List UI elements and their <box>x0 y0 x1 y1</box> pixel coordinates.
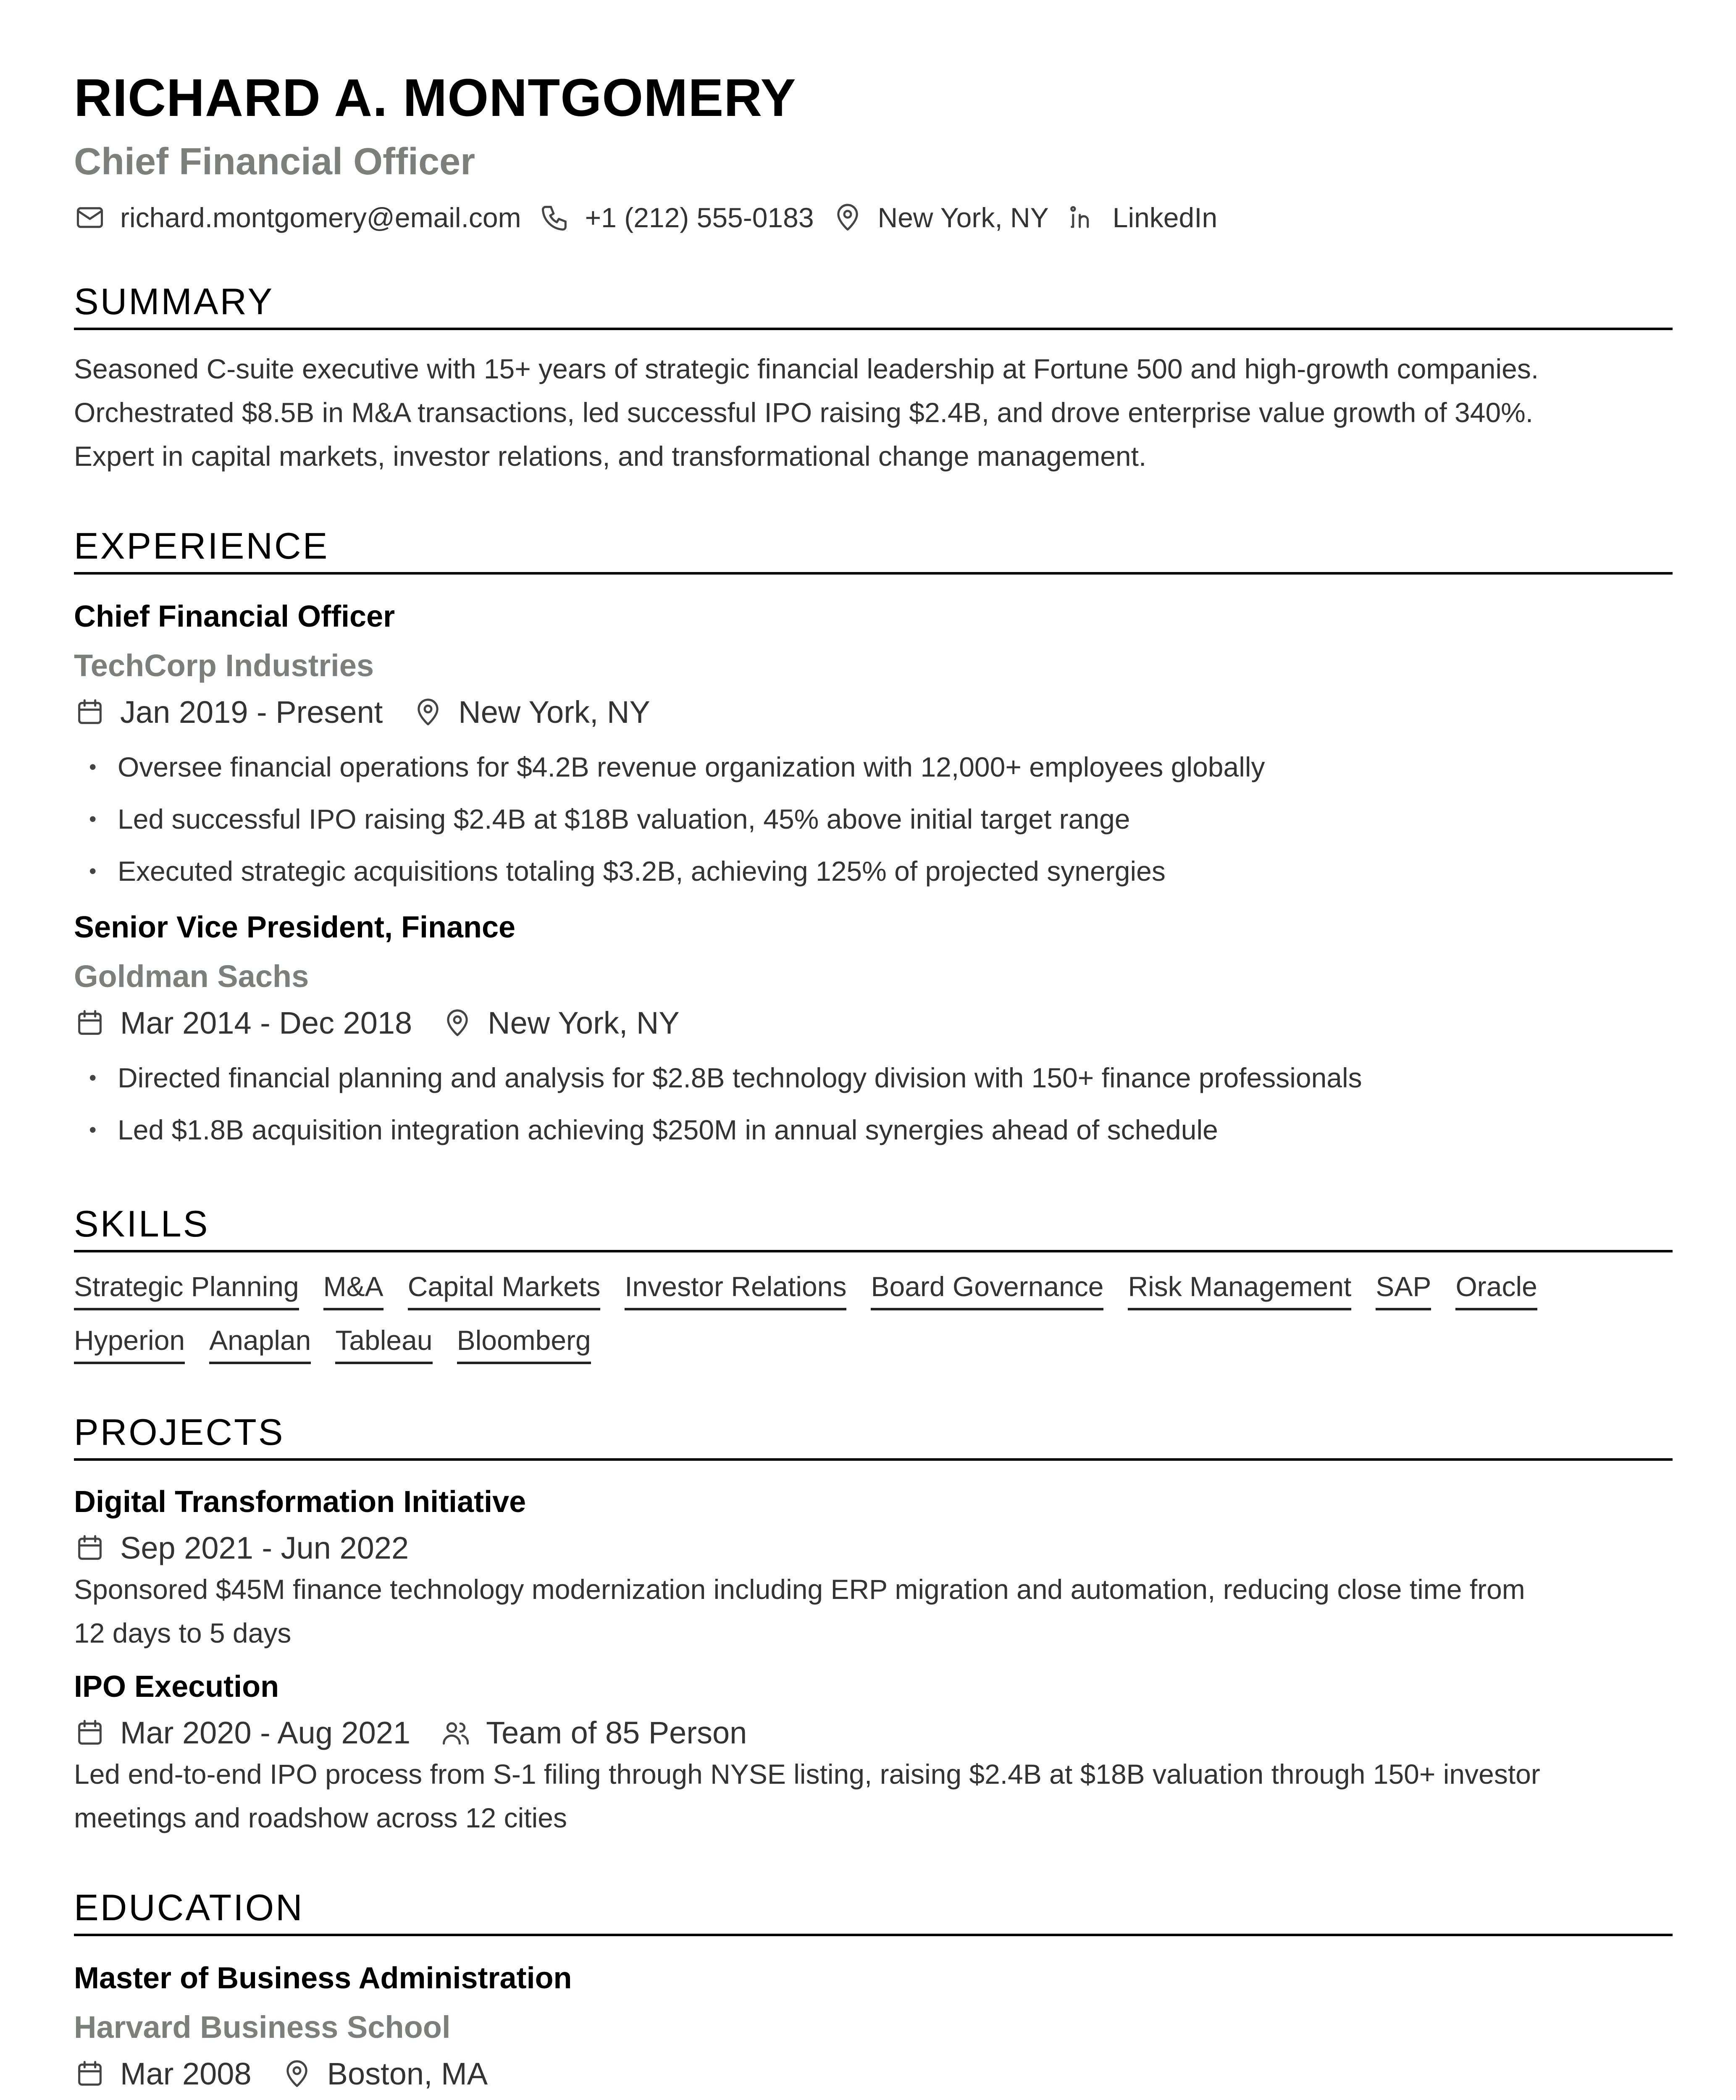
skill-tag: Anaplan <box>209 1326 311 1364</box>
section-title-projects: PROJECTS <box>74 1414 1673 1461</box>
contact-email[interactable] <box>74 202 521 234</box>
skills-section <box>74 1205 1673 1380</box>
bullet-item: • Led $1.8B acquisition integration achieving $250M in annual synergies ahead of schedule <box>74 1104 1673 1156</box>
phone-icon <box>539 202 571 234</box>
skill-tag: Hyperion <box>74 1326 185 1364</box>
contact-phone[interactable] <box>539 202 814 234</box>
project-entry <box>74 1487 1673 1655</box>
project-description <box>74 1567 1673 1655</box>
location-text: New York, NY <box>877 202 1049 233</box>
skill-tag: Bloomberg <box>457 1326 591 1364</box>
team-icon <box>440 1717 472 1749</box>
education-date <box>74 2058 252 2090</box>
bullet-item: • Oversee financial operations for $4.2B revenue organization with 12,000+ employees globally <box>74 741 1673 793</box>
company-name: TechCorp Industries <box>74 648 374 683</box>
school-name: Harvard Business School <box>74 2010 451 2045</box>
company-name: Goldman Sachs <box>74 959 309 994</box>
description-line: Sponsored $45M finance technology modernization including ERP migration and automation, reducing close time from <box>74 1574 1525 1605</box>
dates-text: Sep 2021 - Jun 2022 <box>120 1530 409 1565</box>
description-line: meetings and roadshow across 12 cities <box>74 1802 567 1833</box>
calendar-icon <box>74 1532 106 1564</box>
calendar-icon <box>74 1717 106 1749</box>
location-text: New York, NY <box>488 1005 680 1040</box>
team-text: Team of 85 Person <box>486 1715 747 1750</box>
skill-tag: Strategic Planning <box>74 1273 299 1310</box>
location-pin-icon <box>832 202 864 234</box>
phone-text: +1 (212) 555-0183 <box>585 202 814 233</box>
skill-tag: Oracle <box>1455 1273 1537 1310</box>
section-title-summary: SUMMARY <box>74 283 1673 330</box>
job-meta <box>74 696 1673 728</box>
dates-text: Mar 2020 - Aug 2021 <box>120 1715 411 1750</box>
project-entry <box>74 1672 1673 1840</box>
education-meta <box>74 2058 1673 2090</box>
job-dates <box>74 696 383 728</box>
skill-tag: SAP <box>1376 1273 1431 1310</box>
project-name: IPO Execution <box>74 1670 279 1704</box>
experience-entry <box>74 601 1673 897</box>
contact-linkedin[interactable] <box>1066 202 1218 234</box>
mail-icon <box>74 202 106 234</box>
bullet-item: • Directed financial planning and analysis for $2.8B technology division with 150+ finance professionals <box>74 1052 1673 1104</box>
location-pin-icon <box>441 1007 473 1039</box>
skill-tag: Capital Markets <box>408 1273 601 1310</box>
section-title-skills: SKILLS <box>74 1205 1673 1252</box>
calendar-icon <box>74 696 106 728</box>
location-pin-icon <box>281 2058 313 2090</box>
skill-tag: Investor Relations <box>625 1273 846 1310</box>
dates-text: Mar 2014 - Dec 2018 <box>120 1005 412 1040</box>
linkedin-link[interactable]: LinkedIn <box>1112 202 1218 233</box>
description-line: Led end-to-end IPO process from S-1 filing through NYSE listing, raising $2.4B at $18B valuation through 150+ investor <box>74 1759 1540 1790</box>
project-meta <box>74 1717 1673 1749</box>
job-dates <box>74 1007 412 1039</box>
calendar-icon <box>74 1007 106 1039</box>
skill-tag: Board Governance <box>871 1273 1103 1310</box>
education-entry <box>74 1963 1673 2090</box>
project-team <box>440 1717 747 1749</box>
project-dates <box>74 1717 410 1749</box>
education-section <box>74 1889 1673 2100</box>
job-title: Senior Vice President, Finance <box>74 911 516 944</box>
calendar-icon <box>74 2058 106 2090</box>
experience-entry <box>74 912 1673 1156</box>
dates-text: Jan 2019 - Present <box>120 695 383 730</box>
email-text: richard.montgomery@email.com <box>120 202 521 233</box>
experience-section <box>74 525 1673 1156</box>
job-title: Chief Financial Officer <box>74 600 395 633</box>
job-location <box>441 1007 680 1039</box>
location-text: New York, NY <box>458 695 650 730</box>
location-pin-icon <box>412 696 444 728</box>
summary-line: Seasoned C-suite executive with 15+ years of strategic financial leadership at Fortune 500 and high-growth companies. <box>74 353 1539 384</box>
contact-location <box>832 202 1049 234</box>
skill-tag: M&A <box>323 1273 383 1310</box>
education-location <box>281 2058 488 2090</box>
summary-line: Orchestrated $8.5B in M&A transactions, led successful IPO raising $2.4B, and drove enterprise value growth of 340%. <box>74 397 1534 428</box>
degree-name: Master of Business Administration <box>74 1961 572 1995</box>
bullet-item: • Led successful IPO raising $2.4B at $18B valuation, 45% above initial target range <box>74 793 1673 845</box>
summary-line: Expert in capital markets, investor relations, and transformational change management. <box>74 441 1147 472</box>
project-name: Digital Transformation Initiative <box>74 1485 526 1519</box>
resume-page <box>74 68 1673 2100</box>
skills-list <box>74 1273 1673 1380</box>
location-text: Boston, MA <box>327 2056 488 2091</box>
section-title-experience: EXPERIENCE <box>74 528 1673 575</box>
date-text: Mar 2008 <box>120 2056 252 2091</box>
job-headline: Chief Financial Officer <box>74 141 475 183</box>
description-line: 12 days to 5 days <box>74 1617 292 1648</box>
project-description <box>74 1752 1673 1840</box>
skill-tag: Tableau <box>335 1326 432 1364</box>
job-bullets <box>74 1052 1673 1156</box>
linkedin-icon <box>1066 202 1098 234</box>
bullet-item: • Executed strategic acquisitions totaling $3.2B, achieving 125% of projected synergies <box>74 845 1673 897</box>
job-bullets <box>74 741 1673 897</box>
summary-section <box>74 283 1673 478</box>
project-meta <box>74 1532 1673 1564</box>
person-name: RICHARD A. MONTGOMERY <box>74 68 796 127</box>
resume-header <box>74 68 1673 234</box>
skill-tag: Risk Management <box>1128 1273 1351 1310</box>
job-location <box>412 696 650 728</box>
summary-text <box>74 347 1673 478</box>
projects-section <box>74 1411 1673 1840</box>
section-title-education: EDUCATION <box>74 1889 1673 1936</box>
contact-row <box>74 202 1673 234</box>
project-dates <box>74 1532 409 1564</box>
job-meta <box>74 1007 1673 1039</box>
